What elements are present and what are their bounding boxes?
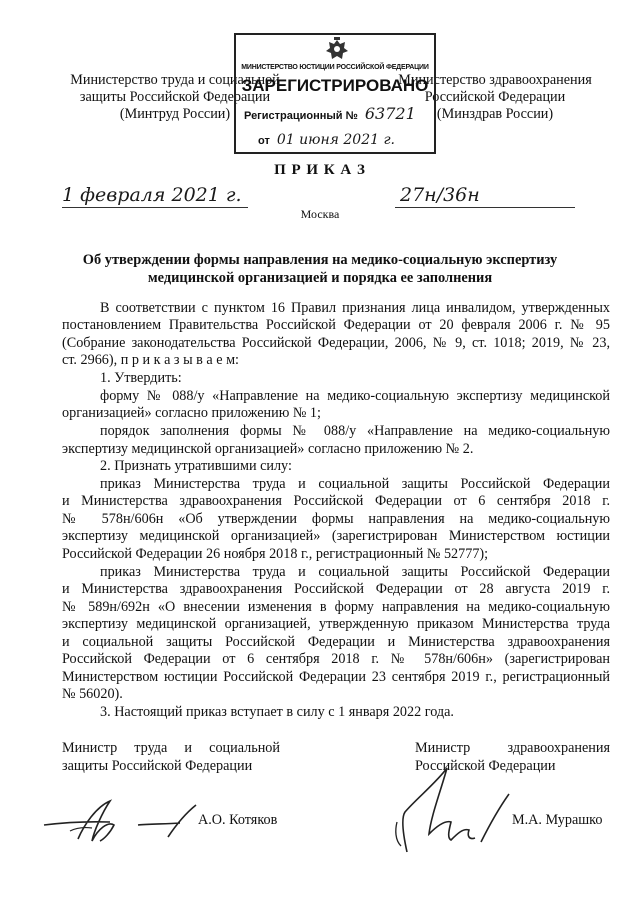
body-line: экспертизу медицинской организацией» (зарегистрирован Министерством юстиции (62, 528, 610, 544)
body-line: В соответствии с пунктом 16 Правил признания лица инвалидом, утвержденных (100, 300, 610, 316)
header-left-line: защиты Российской Федерации (79, 89, 271, 105)
body-line: (Собрание законодательства Российской Федерации, 2006, № 9, ст. 1018; 2019, № 23, (62, 335, 610, 351)
order-title-line: Об утверждении формы направления на медико-социальную экспертизу (82, 252, 558, 268)
body-line: экспертизу медицинской организацией» согласно приложению № 2. (62, 441, 474, 457)
city: Москва (300, 207, 340, 221)
signer-right-position: Российской Федерации (415, 758, 556, 774)
body-line: ст. 2966), п р и к а з ы в а е м: (62, 352, 240, 368)
body-line: форму № 088/у «Направление на медико-социальную экспертизу медицинской (100, 388, 610, 404)
body-line: организацией» согласно приложению № 1; (62, 405, 321, 421)
body-line: приказ Министерства труда и социальной защиты Российской Федерации (100, 564, 610, 580)
body-line: Министерством юстиции Российской Федерации 23 сентября 2019 г., регистрационный (62, 669, 610, 685)
stamp-date-prefix: от (258, 135, 270, 147)
signature-left-icon (40, 795, 210, 850)
order-title (60, 251, 580, 287)
header-right-line: (Минздрав России) (436, 106, 554, 122)
body-line: № 56020). (62, 686, 123, 702)
number-underline (395, 207, 575, 208)
body-line: и социальной защиты Российской Федерации и Министерства здравоохранения (62, 634, 610, 650)
stamp-date-value: 01 июня 2021 г. (276, 132, 395, 148)
body-line: № 578н/606н «Об утверждении формы направления на медико-социальную (62, 511, 610, 527)
body-line: Российской Федерации от 6 сентября 2018 г. № 578н/606н» (зарегистрирован (62, 651, 610, 667)
document-type: П Р И К А З (274, 162, 366, 178)
order-date: 1 февраля 2021 г. (62, 184, 242, 206)
body-line: приказ Министерства труда и социальной защиты Российской Федерации (100, 476, 610, 492)
signer-left-position: Министр труда и социальной (62, 740, 280, 756)
order-title-line: медицинской организацией и порядка ее заполнения (147, 270, 493, 286)
registration-stamp (234, 33, 436, 154)
stamp-ministry: МИНИСТЕРСТВО ЮСТИЦИИ РОССИЙСКОЙ ФЕДЕРАЦИИ (241, 64, 429, 71)
body-line: 1. Утвердить: (100, 370, 182, 386)
body-line: постановлением Правительства Российской Федерации от 20 февраля 2006 г. № 95 (62, 317, 610, 333)
stamp-title: ЗАРЕГИСТРИРОВАНО (241, 76, 429, 95)
body-line: порядок заполнения формы № 088/у «Направление на медико-социальную (100, 423, 610, 439)
date-underline (62, 207, 248, 208)
stamp-reg-row (244, 104, 434, 122)
body-line: и Министерства здравоохранения Российской Федерации от 28 августа 2019 г. (62, 581, 610, 597)
coat-of-arms-icon (324, 37, 350, 63)
signature-right-icon (385, 760, 515, 860)
signer-left-name: А.О. Котяков (198, 812, 278, 828)
body-line: № 589н/692н «О внесении изменения в форму направления на медико-социальную (62, 599, 610, 615)
signer-right-name: М.А. Мурашко (512, 812, 603, 828)
header-right-line: Российской Федерации (424, 89, 566, 105)
header-left-line: Министерство труда и социальной (70, 72, 280, 88)
signer-left-position: защиты Российской Федерации (62, 758, 253, 774)
body-line: экспертизу медицинской организацией, утвержденную приказом Министерства труда (62, 616, 610, 632)
order-number: 27н/36н (400, 184, 480, 206)
body-line: 2. Признать утратившими силу: (100, 458, 292, 474)
stamp-reg-label: Регистрационный № (244, 110, 358, 122)
signer-right-position: Министр здравоохранения (415, 740, 610, 756)
body-line: Российской Федерации 26 ноября 2018 г., регистрационный № 52777); (62, 546, 489, 562)
header-left-line: (Минтруд России) (119, 106, 231, 122)
stamp-date-row (258, 131, 434, 149)
stamp-reg-number: 63721 (364, 104, 416, 123)
header-right-line: Министерство здравоохранения (398, 72, 592, 88)
body-line: 3. Настоящий приказ вступает в силу с 1 января 2022 года. (100, 704, 454, 720)
body-line: и Министерства здравоохранения Российской Федерации от 6 сентября 2018 г. (62, 493, 610, 509)
